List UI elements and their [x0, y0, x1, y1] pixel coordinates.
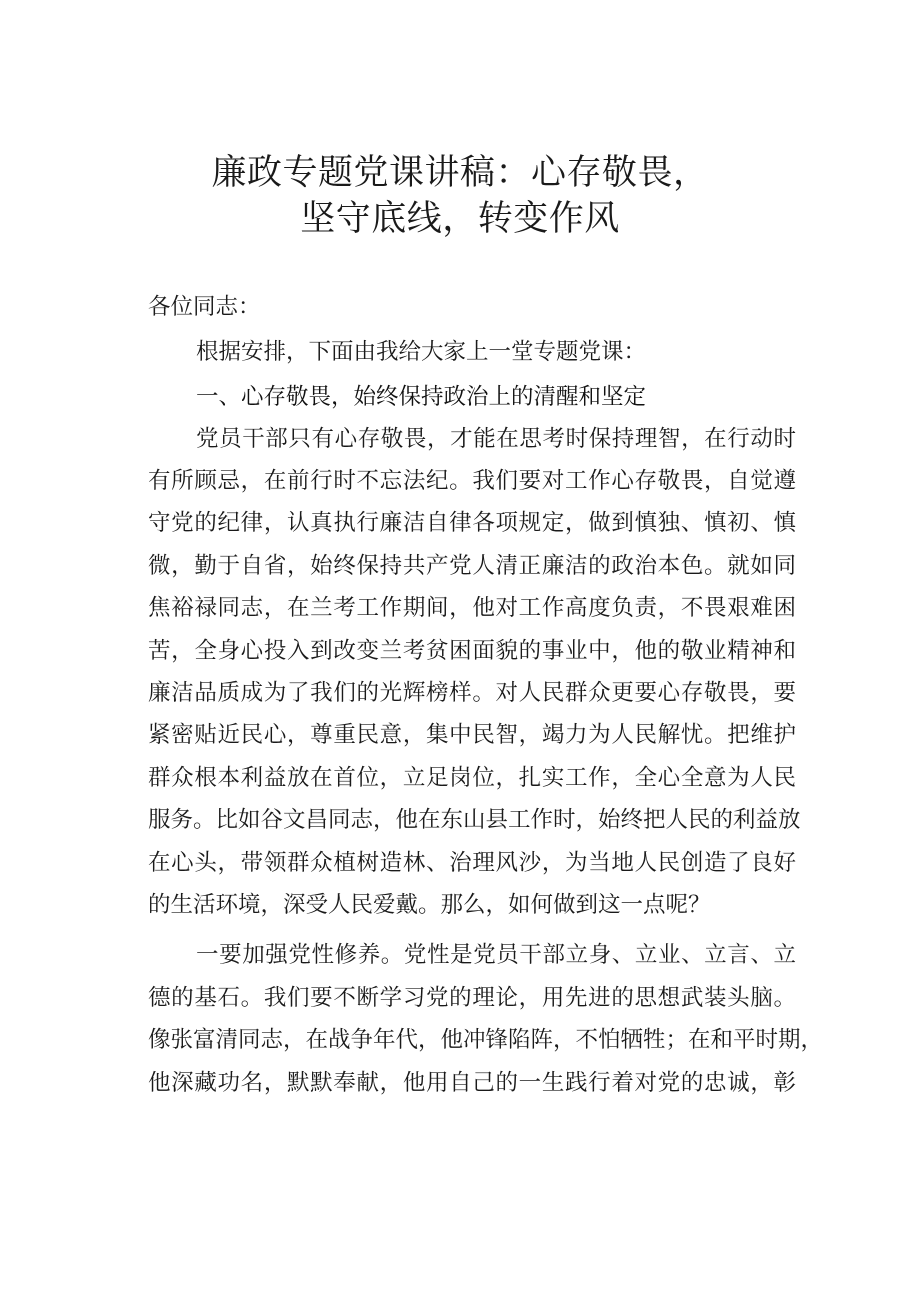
paragraph-line: 守党的纪律，认真执行廉洁自律各项规定，做到慎独、慎初、慎 — [148, 510, 796, 536]
paragraph-line: 服务。比如谷文昌同志，他在东山县工作时，始终把人民的利益放 — [148, 807, 801, 833]
paragraph-line: 在心头，带领群众植树造林、治理风沙，为当地人民创造了良好 — [148, 850, 796, 876]
paragraph-line: 有所顾忌，在前行时不忘法纪。我们要对工作心存敬畏，自觉遵 — [148, 468, 796, 494]
paragraph-line: 他深藏功名，默默奉献，他用自己的一生践行着对党的忠诚，彰 — [148, 1070, 796, 1096]
paragraph-line: 焦裕禄同志，在兰考工作期间，他对工作高度负责，不畏艰难困 — [148, 595, 796, 621]
paragraph-line: 一要加强党性修养。党性是党员干部立身、立业、立言、立 — [196, 942, 796, 968]
salutation: 各位同志： — [148, 294, 261, 320]
paragraph-line: 紧密贴近民心，尊重民意，集中民智，竭力为人民解忧。把维护 — [148, 722, 796, 748]
section-heading-1: 一、心存敬畏，始终保持政治上的清醒和坚定 — [196, 384, 647, 410]
paragraph-line: 微，勤于自省，始终保持共产党人清正廉洁的政治本色。就如同 — [148, 553, 796, 579]
paragraph-line: 苦，全身心投入到改变兰考贫困面貌的事业中，他的敬业精神和 — [148, 638, 796, 664]
document-title-line-2: 坚守底线，转变作风 — [300, 199, 620, 239]
paragraph-line: 党员干部只有心存敬畏，才能在思考时保持理智，在行动时 — [196, 426, 796, 452]
paragraph-line: 群众根本利益放在首位，立足岗位，扎实工作，全心全意为人民 — [148, 765, 796, 791]
intro-paragraph: 根据安排，下面由我给大家上一堂专题党课： — [196, 339, 647, 365]
paragraph-line: 的生活环境，深受人民爱戴。那么，如何做到这一点呢？ — [148, 892, 711, 918]
document-title-line-1: 廉政专题党课讲稿：心存敬畏， — [211, 153, 709, 193]
paragraph-line: 廉洁品质成为了我们的光辉榜样。对人民群众更要心存敬畏，要 — [148, 680, 796, 706]
paragraph-line: 德的基石。我们要不断学习党的理论，用先进的思想武装头脑。 — [148, 985, 796, 1011]
paragraph-line: 像张富清同志，在战争年代，他冲锋陷阵，不怕牺牲；在和平时期， — [148, 1027, 824, 1053]
